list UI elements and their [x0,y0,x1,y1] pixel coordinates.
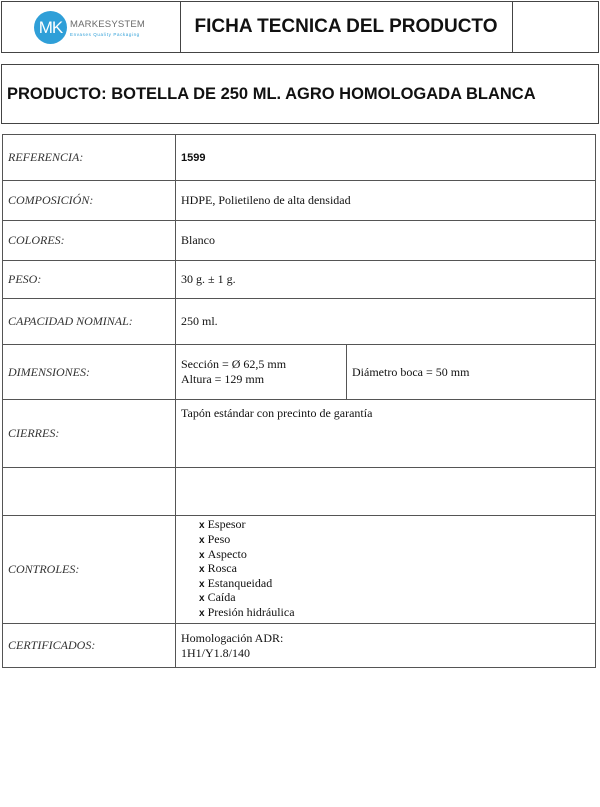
controles-item [199,577,590,592]
controles-item [199,548,590,563]
row-cierres [3,400,596,468]
referencia-label: REFERENCIA: [3,135,176,181]
controles-item [199,606,590,621]
document-title: FICHA TECNICA DEL PRODUCTO [194,16,498,37]
controles-item-label: Caída [207,590,236,605]
row-colores [3,221,596,261]
controles-list [181,518,590,620]
logo-mark-text: MK [38,17,63,37]
logo-brand: MARKESYSTEM [70,19,146,30]
composicion-value: HDPE, Polietileno de alta densidad [176,181,596,221]
controles-item-label: Espesor [207,517,246,532]
dimensiones-altura: Altura = 129 mm [181,372,265,386]
row-peso [3,261,596,299]
x-mark-icon: x [199,593,205,605]
x-mark-icon: x [199,520,205,532]
controles-item-label: Peso [207,532,231,547]
row-referencia [3,135,596,181]
x-mark-icon: x [199,578,205,590]
capacidad-label: CAPACIDAD NOMINAL: [3,299,176,345]
controles-item [199,533,590,548]
header [1,1,599,53]
dimensiones-value-cell [176,345,596,400]
dimensiones-label: DIMENSIONES: [3,345,176,400]
capacidad-value: 250 ml. [176,299,596,345]
referencia-value-cell [176,135,596,181]
controles-item-label: Estanqueidad [207,575,273,590]
certificados-label: CERTIFICADOS: [3,624,176,668]
colores-label: COLORES: [3,221,176,261]
row-controles [3,516,596,624]
spec-table [2,134,596,668]
dimensiones-boca: Diámetro boca = 50 mm [352,364,470,379]
x-mark-icon: x [199,564,205,576]
certificados-line1: Homologación ADR: [181,630,284,645]
cierres-label: CIERRES: [3,400,176,468]
row-capacidad [3,299,596,345]
controles-value-cell [176,516,596,624]
document-title-cell [180,2,513,52]
controles-item [199,518,590,533]
peso-value: 30 g. ± 1 g. [176,261,596,299]
empty-value [176,468,596,516]
referencia-value: 1599 [181,152,206,164]
peso-label: PESO: [3,261,176,299]
empty-label [3,468,176,516]
dimensiones-seccion: Sección = Ø 62,5 mm [181,357,287,371]
controles-item [199,562,590,577]
logo-cell [2,2,181,52]
controles-item-label: Rosca [207,561,237,576]
row-empty [3,468,596,516]
product-title: PRODUCTO: BOTELLA DE 250 ML. AGRO HOMOLOGADA BLANCA [7,84,536,103]
certificados-line2: 1H1/Y1.8/140 [181,645,250,660]
certificados-value-cell [176,624,596,668]
composicion-label: COMPOSICIÓN: [3,181,176,221]
x-mark-icon: x [199,535,205,547]
x-mark-icon: x [199,549,205,561]
controles-label: CONTROLES: [3,516,176,624]
row-certificados [3,624,596,668]
logo-tagline: Envases Quality Packaging [70,32,140,37]
product-bar [1,64,599,124]
colores-value: Blanco [176,221,596,261]
controles-item-label: Presión hidráulica [207,604,295,619]
dimensiones-left [176,345,347,399]
controles-item-label: Aspecto [207,546,247,561]
row-composicion [3,181,596,221]
x-mark-icon: x [199,607,205,619]
controles-item [199,591,590,606]
dimensiones-split [176,345,595,399]
logo-mark-icon [34,11,67,44]
cierres-value: Tapón estándar con precinto de garantía [176,400,596,468]
row-dimensiones [3,345,596,400]
